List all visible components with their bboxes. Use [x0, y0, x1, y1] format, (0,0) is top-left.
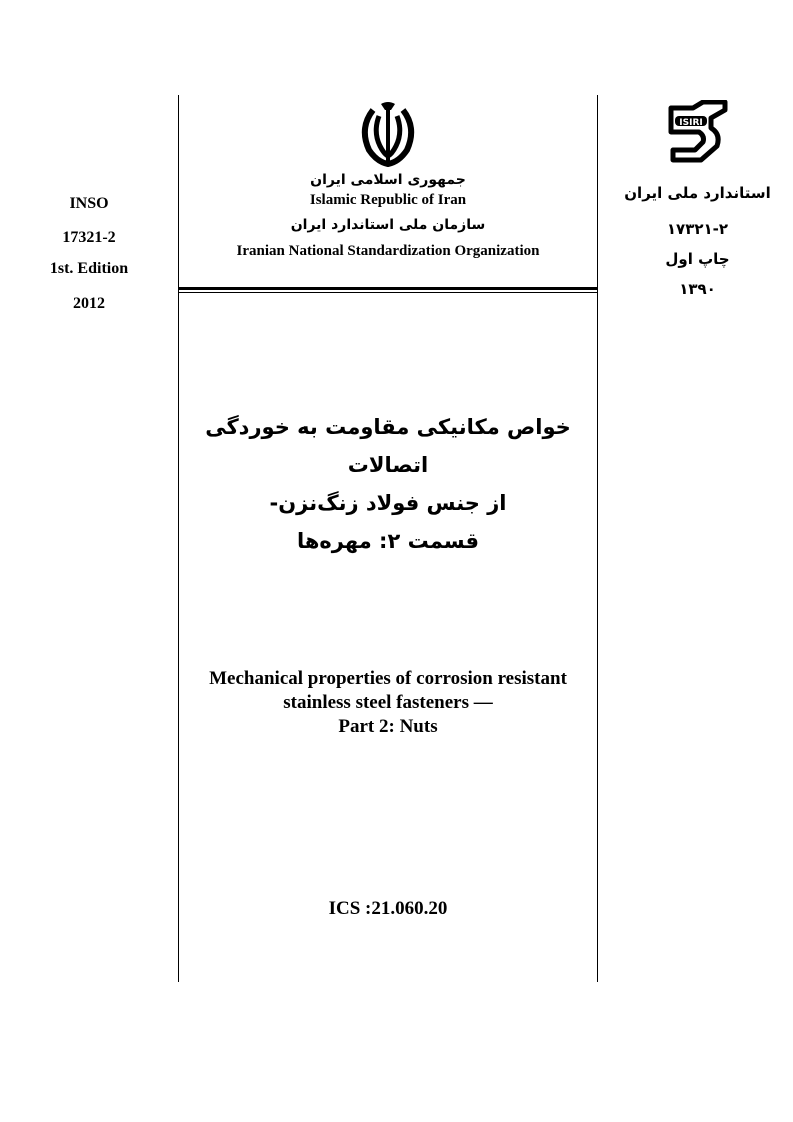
left-info-block — [30, 0, 148, 330]
title-fa-line-2: از جنس فولاد زنگ‌نزن- — [269, 491, 507, 515]
edition: 1st. Edition — [49, 260, 129, 277]
title-en-line-2: stainless steel fasteners — — [283, 692, 493, 713]
document-title-fa — [179, 408, 597, 560]
title-fa-line-1: خواص مکانیکی مقاومت به خوردگی اتصالات — [205, 415, 571, 477]
year: 2012 — [73, 295, 105, 312]
national-standard-title-fa: استاندارد ملی ایران — [624, 184, 771, 202]
title-en-line-3: Part 2: Nuts — [338, 716, 438, 737]
header-rule-thin — [179, 292, 598, 293]
header-block — [179, 100, 597, 260]
organization-name-en: Iranian National Standardization Organization — [236, 243, 540, 259]
organization-name-fa: سازمان ملی استاندارد ایران — [290, 217, 486, 233]
title-fa-line-3: قسمت ۲: مهره‌ها — [296, 529, 480, 553]
right-info-block — [610, 100, 785, 298]
edition-fa: چاپ اول — [665, 250, 730, 268]
republic-name-fa: جمهوری اسلامی ایران — [310, 172, 466, 188]
iran-emblem-icon — [353, 100, 423, 170]
year-fa: ۱۳۹۰ — [679, 280, 716, 298]
standard-number-fa: ۱۷۳۲۱-۲ — [666, 220, 729, 238]
isiri-logo-icon — [663, 100, 733, 166]
title-en-line-1: Mechanical properties of corrosion resistant — [209, 668, 567, 689]
svg-text:ISIRI: ISIRI — [678, 118, 703, 128]
document-title-en — [179, 667, 597, 739]
republic-name-en: Islamic Republic of Iran — [309, 192, 467, 208]
ics-code: ICS :21.060.20 — [328, 898, 448, 919]
header-rule-thick — [179, 287, 598, 290]
standard-number: 17321-2 — [62, 229, 116, 246]
right-divider — [597, 95, 598, 982]
standard-code: INSO — [69, 195, 109, 212]
